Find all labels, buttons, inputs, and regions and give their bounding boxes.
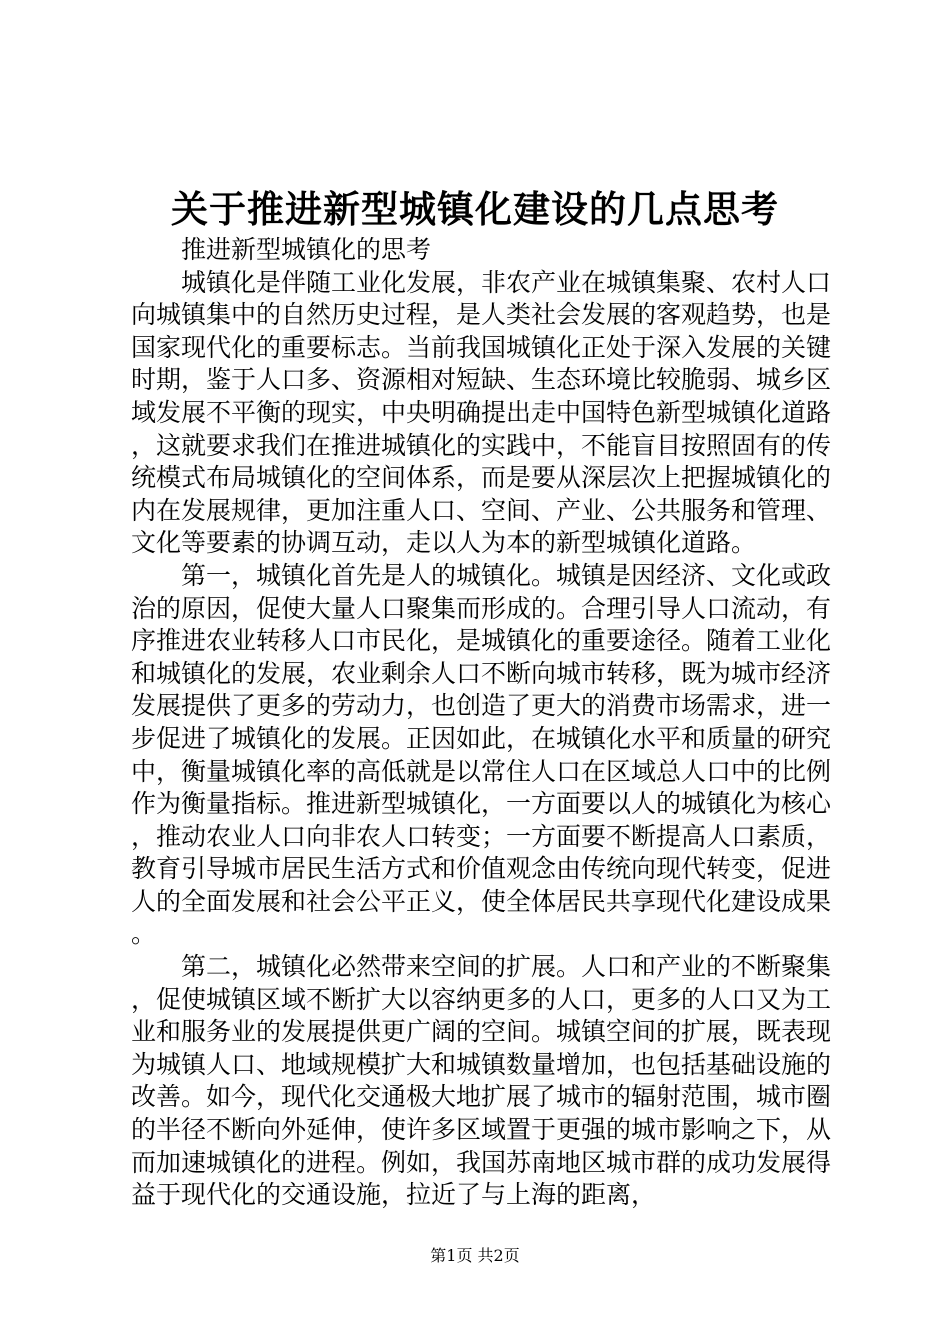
first-point-paragraph: 第一，城镇化首先是人的城镇化。城镇是因经济、文化或政治的原因，促使大量人口聚集而形成的。合理引导人口流动，有序推进农业转移人口市民化，是城镇化的重要途径。随着工业化和城镇化的发展，农业剩余人口不断向城市转移，既为城市经济发展提供了更多的劳动力，也创造了更大的消费市场需求，进一步促进了城镇化的发展。正因如此，在城镇化水平和质量的研究中，衡量城镇化率的高低就是以常住人口在区域总人口中的比例作为衡量指标。推进新型城镇化，一方面要以人的城镇化为核心，推动农业人口向非农人口转变；一方面要不断提高人口素质，教育引导城市居民生活方式和价值观念由传统向现代转变，促进人的全面发展和社会公平正义，使全体居民共享现代化建设成果。	[131, 560, 832, 949]
document-title: 关于推进新型城镇化建设的几点思考	[171, 187, 779, 231]
subtitle-paragraph: 推进新型城镇化的思考	[181, 235, 432, 264]
document-body	[131, 234, 831, 1212]
second-point-paragraph: 第二，城镇化必然带来空间的扩展。人口和产业的不断聚集，促使城镇区域不断扩大以容纳更多的人口，更多的人口又为工业和服务业的发展提供更广阔的空间。城镇空间的扩展，既表现为城镇人口、地域规模扩大和城镇数量增加，也包括基础设施的改善。如今，现代化交通极大地扩展了城市的辐射范围，城市圈的半径不断向外延伸，使许多区域置于更强的城市影响之下，从而加速城镇化的进程。例如，我国苏南地区城市群的成功发展得益于现代化的交通设施，拉近了与上海的距离，	[131, 952, 832, 1210]
intro-paragraph: 城镇化是伴随工业化发展，非农产业在城镇集聚、农村人口向城镇集中的自然历史过程，是人类社会发展的客观趋势，也是国家现代化的重要标志。当前我国城镇化正处于深入发展的关键时期，鉴于人口多、资源相对短缺、生态环境比较脆弱、城乡区域发展不平衡的现实，中央明确提出走中国特色新型城镇化道路，这就要求我们在推进城镇化的实践中，不能盲目按照固有的传统模式布局城镇化的空间体系，而是要从深层次上把握城镇化的内在发展规律，更加注重人口、空间、产业、公共服务和管理、文化等要素的协调互动，走以人为本的新型城镇化道路。	[131, 267, 832, 558]
page-number-footer: 第1页 共2页	[430, 1246, 520, 1265]
